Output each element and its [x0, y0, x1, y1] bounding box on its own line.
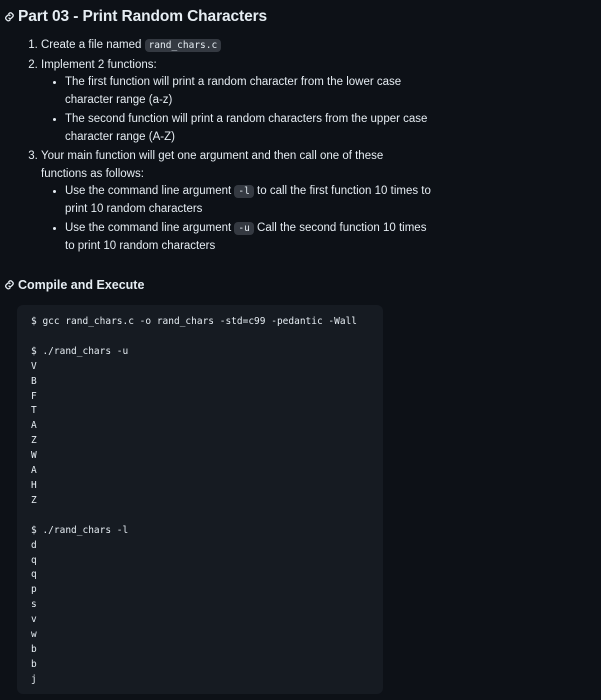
functions-sublist	[41, 74, 431, 146]
steps-list	[0, 37, 431, 257]
terminal-code-block[interactable]	[17, 305, 383, 694]
list-item: • The first function will print a random character from the lower case character range (a-z)	[65, 74, 431, 109]
code-content: $ gcc rand_chars.c -o rand_chars -std=c99 -pedantic -Wall $ ./rand_chars -u V B F T A Z W A H Z $ ./rand_chars -l d q q p s v w b b j	[31, 316, 358, 685]
link-icon[interactable]	[2, 10, 16, 24]
step-3-text: Your main function will get one argument and then call one of these functions as follows:	[41, 150, 384, 180]
list-item	[41, 148, 431, 255]
subsection-heading	[2, 278, 144, 292]
list-item	[65, 183, 431, 218]
subsection-title: Compile and Execute	[18, 278, 145, 292]
argument-code: -u	[234, 222, 253, 235]
step-1-text: Create a file named	[41, 39, 145, 51]
argument-code: -l	[234, 185, 253, 198]
list-item: • The second function will print a random characters from the upper case character range (A-Z)	[65, 111, 431, 146]
list-item	[41, 37, 431, 55]
link-icon[interactable]	[2, 278, 16, 292]
bullet-text: Use the command line argument	[65, 222, 235, 234]
step-2-text: Implement 2 functions:	[41, 58, 157, 71]
section-heading	[2, 8, 267, 26]
list-item	[41, 57, 431, 147]
bullet-text: Call the second function 10 times to print 10 random characters	[65, 222, 427, 252]
bullet-text: to call the first function 10 times to print 10 random characters	[65, 185, 431, 215]
bullet-text: Use the command line argument	[65, 185, 235, 197]
filename-code: rand_chars.c	[145, 39, 222, 52]
arguments-sublist	[41, 183, 431, 255]
section-title: Part 03 - Print Random Characters	[18, 8, 268, 25]
list-item	[65, 220, 431, 255]
